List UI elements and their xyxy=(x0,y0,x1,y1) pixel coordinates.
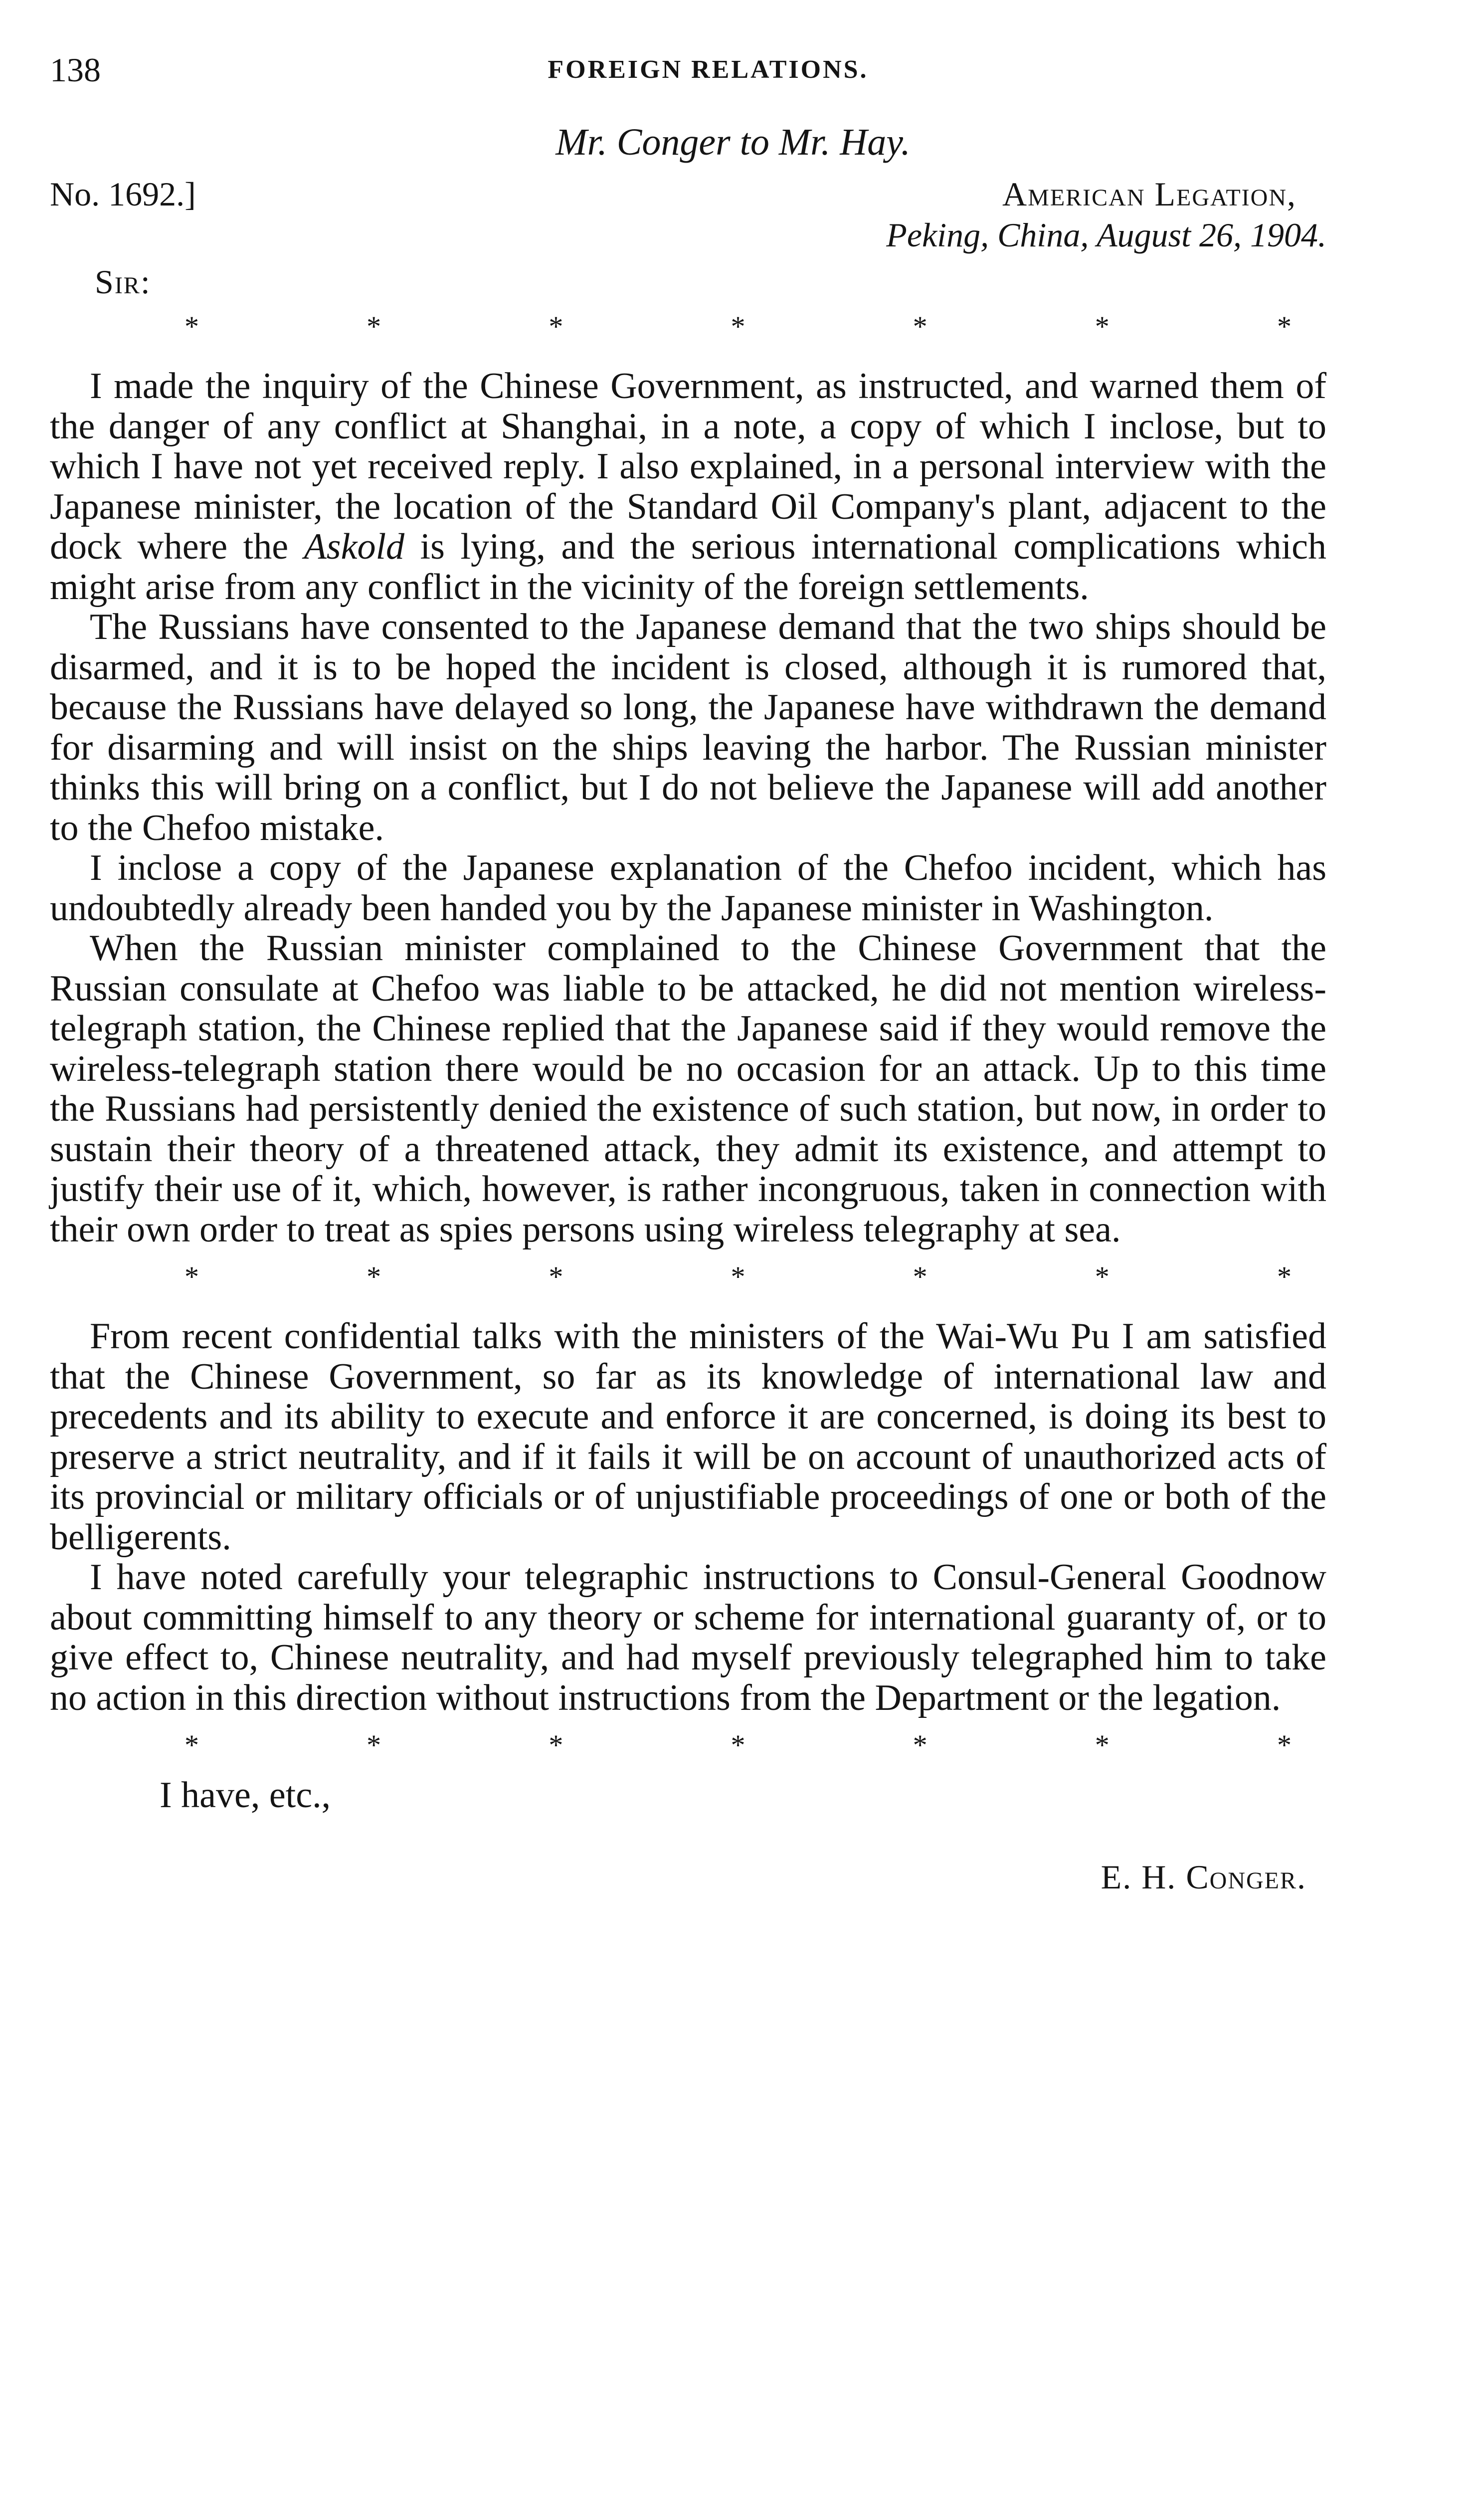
asterisk: * xyxy=(1277,1260,1292,1293)
paragraph xyxy=(50,366,1326,607)
running-head xyxy=(50,40,1326,100)
document-page xyxy=(50,40,1326,1897)
ellipsis-row xyxy=(50,1723,1326,1768)
asterisk: * xyxy=(1277,1729,1292,1761)
paragraph: From recent confidential talks with the ministers of the Wai-Wu Pu I am satisfied that the Chinese Government, so far as its knowledge of international law and precedents and its ability to execute and enforce it are concerned, is doing its best to preserve a strict neutrality, and if it fails it will be on account of unauthorized acts of its provincial or military officials or of unjustifiable proceedings of one or both of the belligerents. xyxy=(50,1316,1326,1558)
paragraph: The Russians have consented to the Japanese demand that the two ships should be disarmed, and it is to be hoped the incident is closed, although it is rumored that, because the Russians have delayed so long, the Japanese have withdrawn the demand for disarming and will insist on the ships leaving the harbor. The Russian minister thinks this will bring on a conflict, but I do not believe the Japanese will add another to the Chefoo mistake. xyxy=(50,607,1326,848)
asterisk: * xyxy=(913,310,928,343)
closing: I have, etc., xyxy=(160,1775,331,1816)
asterisk: * xyxy=(549,1260,563,1293)
asterisk: * xyxy=(731,1260,745,1293)
signature xyxy=(50,1858,1326,1897)
ellipsis-row xyxy=(50,304,1326,349)
legation-name: American Legation, xyxy=(1002,175,1297,213)
running-title: FOREIGN RELATIONS. xyxy=(548,55,869,84)
asterisk: * xyxy=(731,1729,745,1761)
asterisk: * xyxy=(367,1729,381,1761)
letter-heading: Mr. Conger to Mr. Hay. xyxy=(556,121,911,163)
letter-header xyxy=(50,175,1326,259)
signature-surname: Conger. xyxy=(1186,1858,1306,1896)
letter-body xyxy=(50,366,1326,1249)
asterisk: * xyxy=(1095,310,1110,343)
asterisk: * xyxy=(1095,1729,1110,1761)
asterisk: * xyxy=(185,310,199,343)
signature-initials: E. H. xyxy=(1101,1858,1177,1896)
asterisk: * xyxy=(913,1729,928,1761)
paragraph-text: I made the inquiry of the Chinese Government, as instructed, and warned them of the danger of any conflict at Shanghai, in a note, a copy of which I inclose, but to which I have not yet received reply. I also explained, in a personal interview with the Japanese minister, the location of the Standard Oil Company's plant, adjacent to the dock where the xyxy=(50,366,1326,567)
asterisk: * xyxy=(1277,310,1292,343)
paragraph: When the Russian minister complained to the Chinese Government that the Russian consulate at Chefoo was liable to be attacked, he did not mention wireless-telegraph station, the Chinese replied that the Japanese said if they would remove the wireless-telegraph station there would be no occasion for an attack. Up to this time the Russians had persistently denied the existence of such station, but now, in order to sustain their theory of a threatened attack, they admit its existence, and attempt to justify their use of it, which, however, is rather incongruous, taken in connection with their own order to treat as spies persons using wireless telegraphy at sea. xyxy=(50,928,1326,1250)
asterisk: * xyxy=(549,310,563,343)
asterisk: * xyxy=(185,1729,199,1761)
ship-name: Askold xyxy=(304,526,404,567)
place-date: Peking, China, August 26, 1904. xyxy=(886,216,1326,254)
letter-body-continued xyxy=(50,1316,1326,1718)
asterisk: * xyxy=(731,310,745,343)
asterisk: * xyxy=(367,310,381,343)
ellipsis-row xyxy=(50,1254,1326,1299)
asterisk: * xyxy=(549,1729,563,1761)
salutation: Sir: xyxy=(95,263,151,301)
asterisk: * xyxy=(185,1260,199,1293)
asterisk: * xyxy=(1095,1260,1110,1293)
asterisk: * xyxy=(913,1260,928,1293)
paragraph-text: is lying, and the serious international complications which might arise from any conflict in the vicinity of the foreign settlements. xyxy=(50,526,1326,608)
paragraph: I have noted carefully your telegraphic instructions to Consul-General Goodnow about committing himself to any theory or scheme for international guaranty of, or to give effect to, Chinese neutrality, and had myself previously telegraphed him to take no action in this direction without instructions from the Department or the legation. xyxy=(50,1557,1326,1718)
page-number: 138 xyxy=(50,51,101,89)
asterisk: * xyxy=(367,1260,381,1293)
paragraph: I inclose a copy of the Japanese explanation of the Chefoo incident, which has undoubtedly already been handed you by the Japanese minister in Washington. xyxy=(50,847,1326,929)
document-number: No. 1692.] xyxy=(50,175,196,213)
